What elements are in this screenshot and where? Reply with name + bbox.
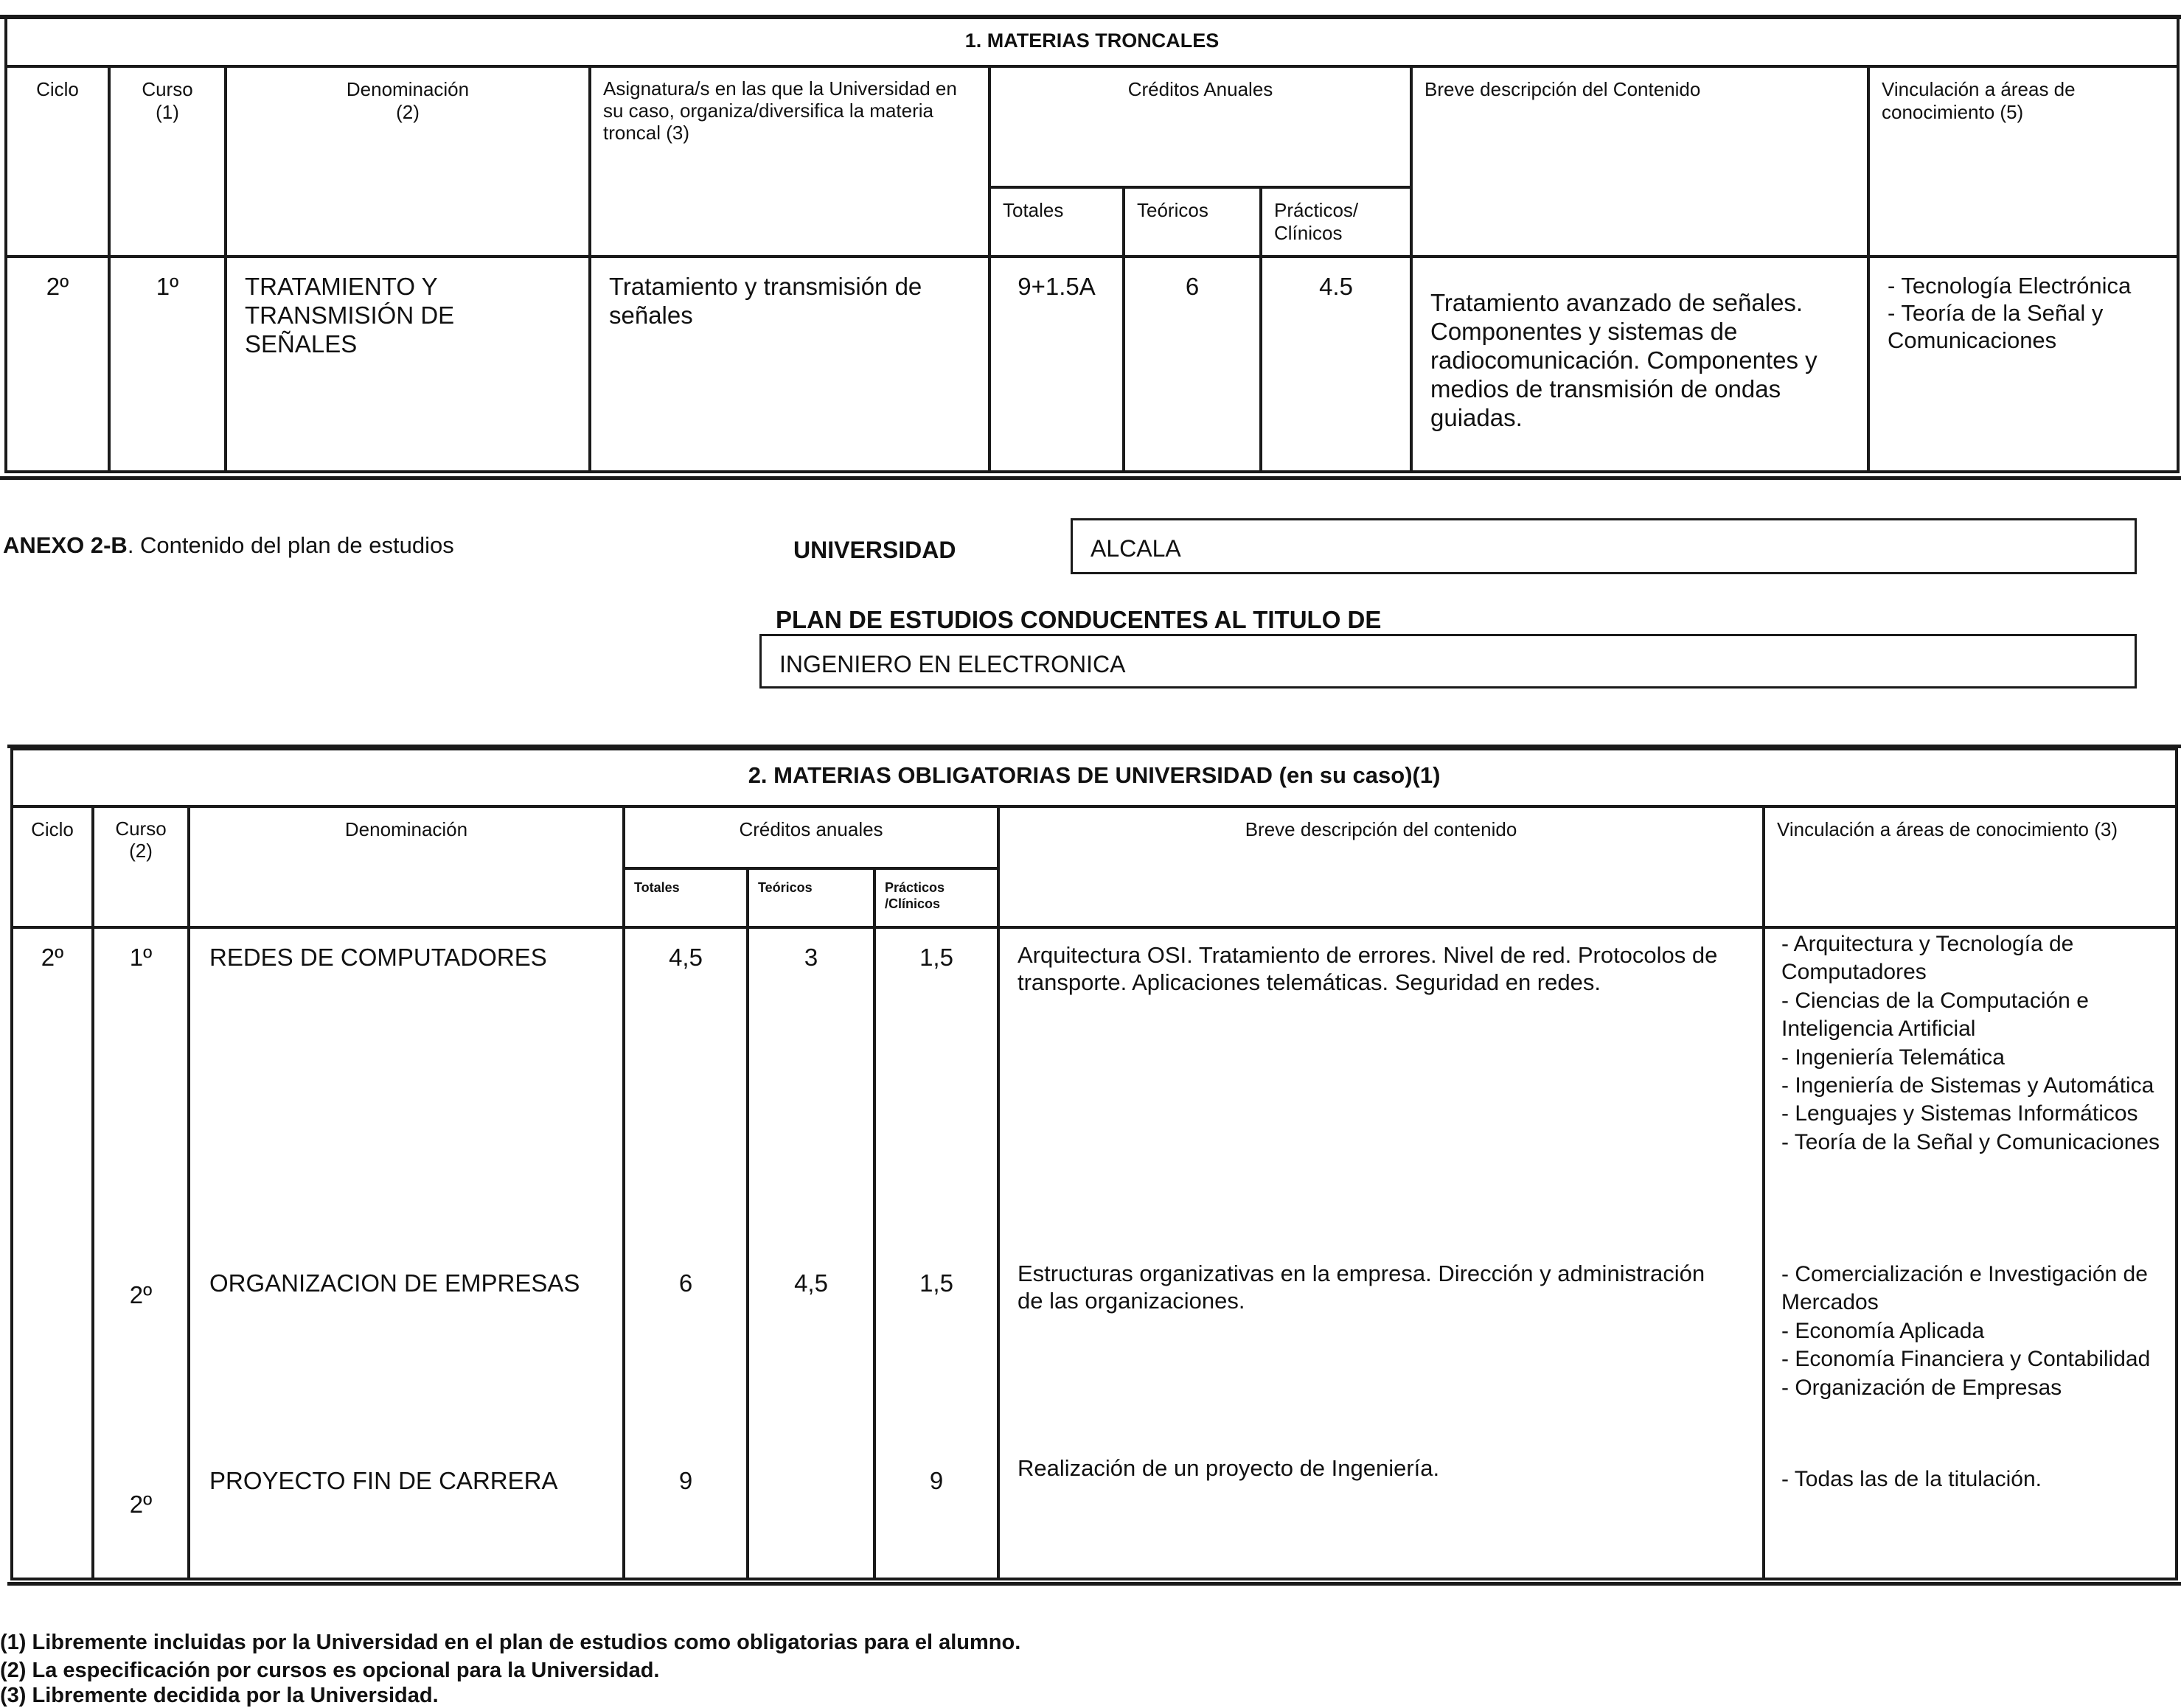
header2-teoricos: Teóricos: [748, 868, 874, 927]
col-totales: [624, 927, 748, 1579]
footnote-2: (2) La especificación por cursos es opcional para la Universidad.: [0, 1659, 660, 1682]
header-teoricos: Teóricos: [1124, 187, 1261, 257]
troncales-table: [4, 16, 2180, 473]
col-denominacion: [189, 927, 624, 1579]
header-practicos: Prácticos/ Clínicos: [1261, 187, 1411, 257]
obligatorias-title: 2. MATERIAS OBLIGATORIAS DE UNIVERSIDAD (en su caso)(1): [12, 749, 2177, 806]
row2-2-curso: 2º: [129, 1281, 153, 1308]
row2-1-teoricos: 3: [804, 944, 818, 971]
row2-3-vinculacion: - Todas las de la titulación.: [1781, 1467, 2042, 1491]
row2-2-vinculacion: - Comercialización e Investigación de Mercados - Economía Aplicada - Economía Financiera y Contabilidad - Organización de Empresas: [1781, 1262, 2151, 1400]
header-creditos-anuales: Créditos Anuales: [989, 66, 1411, 187]
header-curso: Curso (1): [109, 66, 226, 257]
row2-2-teoricos: 4,5: [794, 1269, 828, 1297]
col-ciclo: [12, 927, 93, 1579]
row2-2-descripcion: Estructuras organizativas en la empresa. Dirección y administración de las organizaciones.: [1018, 1261, 1705, 1314]
table2-bottom-rule: [7, 1582, 2181, 1586]
col-descripcion: [998, 927, 1764, 1579]
col-vinculacion: [1764, 927, 2177, 1579]
header-denominacion: Denominación (2): [226, 66, 590, 257]
universidad-label: UNIVERSIDAD: [793, 537, 956, 563]
col-practicos: [874, 927, 998, 1579]
header-descripcion: Breve descripción del Contenido: [1411, 66, 1868, 257]
header2-practicos: Prácticos /Clínicos: [874, 868, 998, 927]
row2-2-practicos: 1,5: [919, 1269, 953, 1297]
row2-1-vinculacion: - Arquitectura y Tecnología de Computadores - Ciencias de la Computación e Inteligencia Artificial - Ingeniería Telemática - Ingeniería de Sistemas y Automática - Lenguajes y Sistemas Informáticos - Teoría de la Señal y Comunicaciones: [1781, 932, 2160, 1154]
footnote-1: (1) Libremente incluidas por la Universidad en el plan de estudios como obligatorias para el alumno.: [0, 1631, 1021, 1654]
row2-1-ciclo: 2º: [41, 944, 64, 971]
obligatorias-table: [10, 747, 2178, 1580]
row2-3-totales: 9: [678, 1467, 693, 1494]
row2-3-curso: 2º: [129, 1491, 153, 1518]
troncales-title: 1. MATERIAS TRONCALES: [6, 18, 2178, 66]
row2-1-descripcion: Arquitectura OSI. Tratamiento de errores. Nivel de red. Protocolos de transporte. Aplicaciones telemáticas. Seguridad en redes.: [1018, 942, 1718, 995]
header2-ciclo: Ciclo: [12, 806, 93, 927]
plan-label: PLAN DE ESTUDIOS CONDUCENTES AL TITULO DE: [776, 606, 1382, 633]
header2-denominacion: Denominación: [189, 806, 624, 927]
row-descripcion: Tratamiento avanzado de señales. Componentes y sistemas de radiocomunicación. Componentes y medios de transmisión de ondas guiadas.: [1411, 257, 1868, 472]
col-teoricos: [748, 927, 874, 1579]
header2-descripcion: Breve descripción del contenido: [998, 806, 1764, 927]
header2-vinculacion: Vinculación a áreas de conocimiento (3): [1764, 806, 2177, 927]
header-ciclo: Ciclo: [6, 66, 109, 257]
col-curso: [93, 927, 189, 1579]
header-totales: Totales: [989, 187, 1124, 257]
header2-creditos-anuales: Créditos anuales: [624, 806, 998, 868]
row-practicos: 4.5: [1261, 257, 1411, 472]
row-curso: 1º: [109, 257, 226, 472]
row-vinculacion: - Tecnología Electrónica - Teoría de la Señal y Comunicaciones: [1868, 257, 2178, 472]
row2-1-denominacion: REDES DE COMPUTADORES: [209, 944, 547, 971]
row-denominacion: TRATAMIENTO Y TRANSMISIÓN DE SEÑALES: [226, 257, 590, 472]
row2-2-denominacion: ORGANIZACION DE EMPRESAS: [209, 1269, 580, 1297]
row2-2-totales: 6: [678, 1269, 693, 1297]
titulo-field: INGENIERO EN ELECTRONICA: [759, 634, 2137, 689]
header-vinculacion: Vinculación a áreas de conocimiento (5): [1868, 66, 2178, 257]
universidad-field: ALCALA: [1071, 518, 2137, 574]
row2-1-totales: 4,5: [669, 944, 703, 971]
header2-totales: Totales: [624, 868, 748, 927]
table1-bottom-rule: [0, 476, 2181, 480]
footnote-3: (3) Libremente decidida por la Universidad.: [0, 1684, 439, 1707]
row-asignatura: Tratamiento y transmisión de señales: [590, 257, 989, 472]
header-asignaturas: Asignatura/s en las que la Universidad en su caso, organiza/diversifica la materia troncal (3): [590, 66, 989, 257]
row-ciclo: 2º: [6, 257, 109, 472]
row-teoricos: 6: [1124, 257, 1261, 472]
row2-3-descripcion: Realización de un proyecto de Ingeniería.: [1018, 1455, 1440, 1481]
row2-3-denominacion: PROYECTO FIN DE CARRERA: [209, 1467, 558, 1494]
row2-3-practicos: 9: [929, 1467, 944, 1494]
anexo-label: ANEXO 2-B. Contenido del plan de estudios: [3, 532, 454, 558]
row2-1-practicos: 1,5: [919, 944, 953, 971]
header2-curso: Curso (2): [93, 806, 189, 927]
row2-1-curso: 1º: [129, 944, 153, 971]
row-totales: 9+1.5A: [989, 257, 1124, 472]
